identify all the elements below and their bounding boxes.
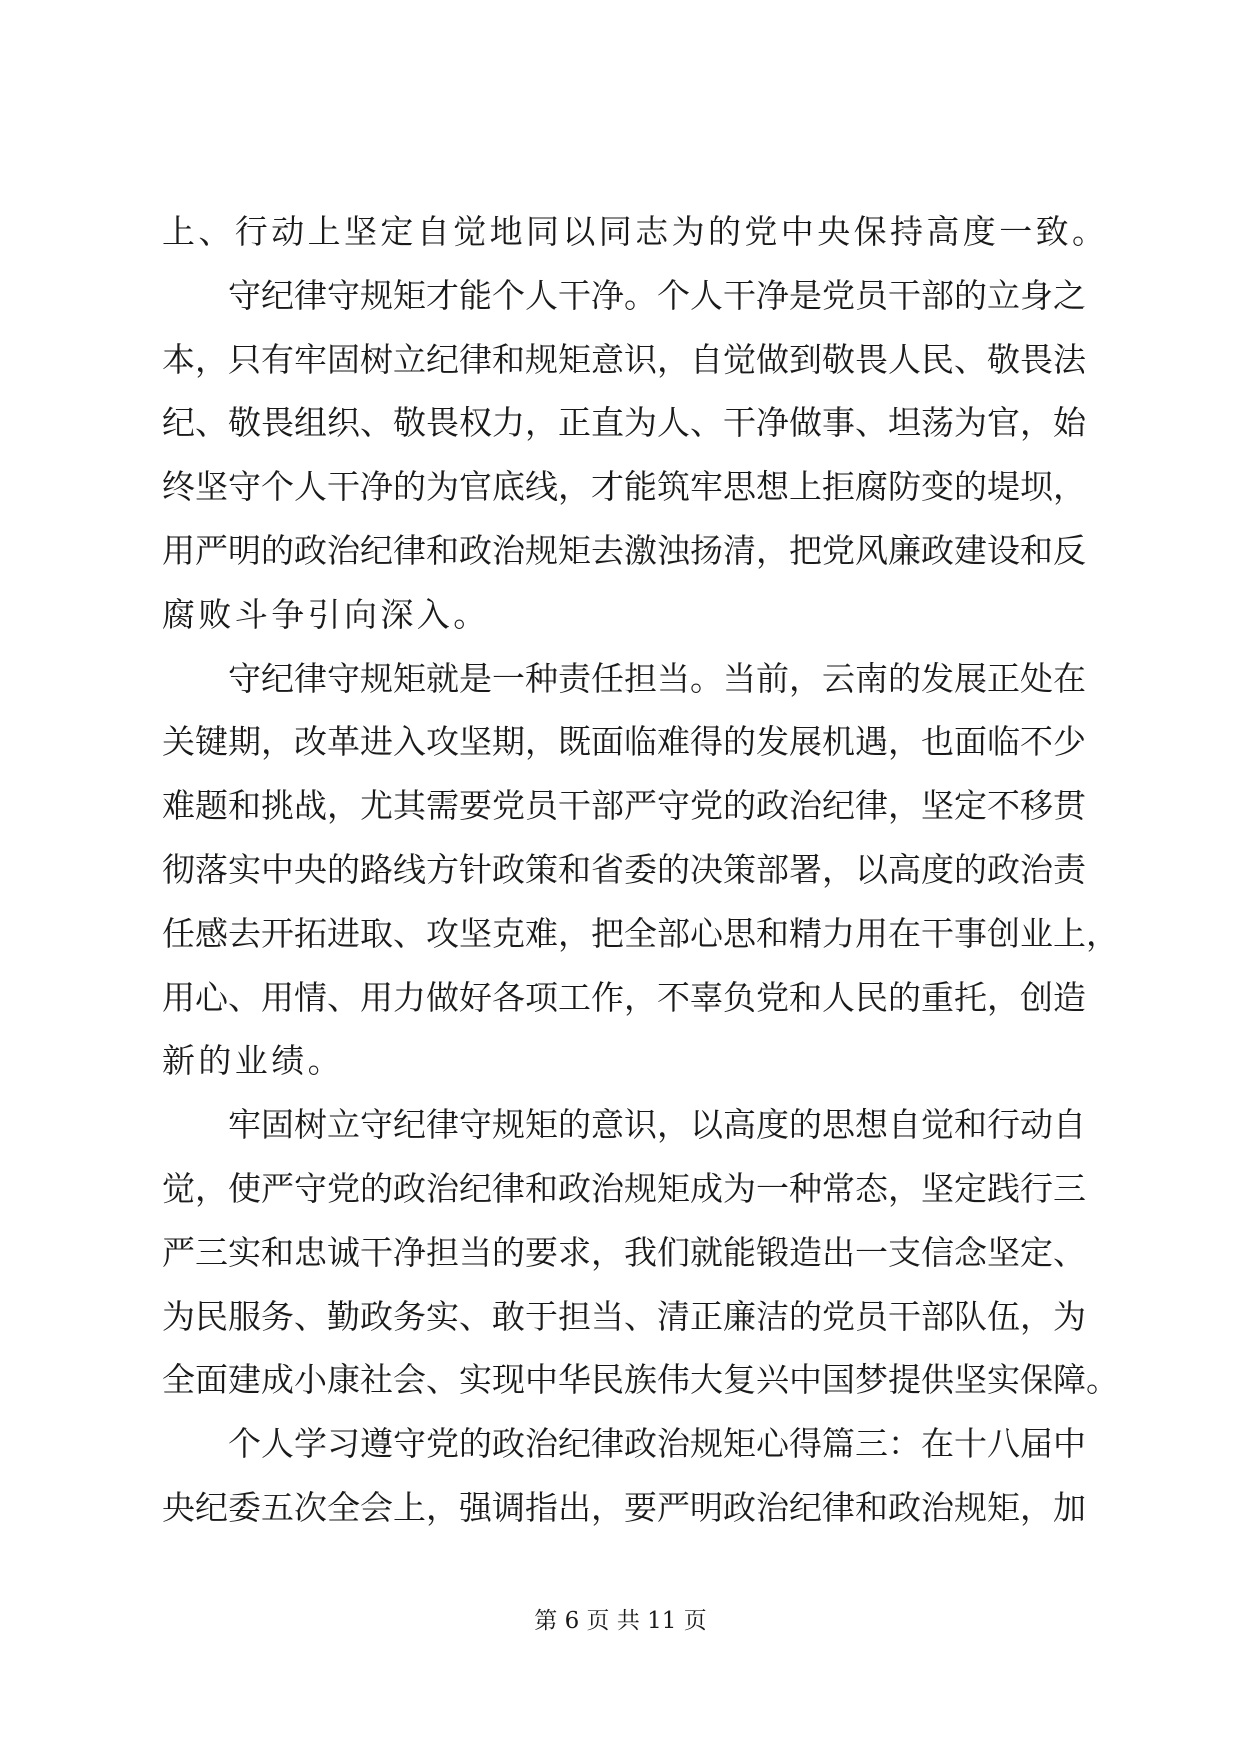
text-line: 守纪律守规矩才能个人干净。个人干净是党员干部的立身之 — [228, 275, 1086, 315]
text-line: 严三实和忠诚干净担当的要求，我们就能锻造出一支信念坚定、 — [162, 1232, 1086, 1272]
text-line: 上、行动上坚定自觉地同以同志为的党中央保持高度一致。 — [162, 212, 1109, 251]
text-line: 觉，使严守党的政治纪律和政治规矩成为一种常态，坚定践行三 — [162, 1168, 1086, 1208]
page-footer: 第 6 页 共 11 页 — [534, 1608, 707, 1634]
text-line: 全面建成小康社会、实现中华民族伟大复兴中国梦提供坚实保障。 — [162, 1360, 1119, 1400]
text-line: 终坚守个人干净的为官底线，才能筑牢思想上拒腐防变的堤坝， — [162, 467, 1086, 507]
text-line: 彻落实中央的路线方针政策和省委的决策部署，以高度的政治责 — [162, 849, 1086, 889]
text-line: 为民服务、勤政务实、敢于担当、清正廉洁的党员干部队伍，为 — [162, 1296, 1086, 1336]
document-body — [162, 200, 1119, 1540]
text-line: 牢固树立守纪律守规矩的意识，以高度的思想自觉和行动自 — [228, 1105, 1086, 1145]
text-line: 守纪律守规矩就是一种责任担当。当前，云南的发展正处在 — [228, 658, 1086, 698]
text-line: 腐败斗争引向深入。 — [162, 594, 490, 634]
text-line: 任感去开拓进取、攻坚克难，把全部心思和精力用在干事创业上， — [162, 913, 1119, 953]
text-line: 关键期，改革进入攻坚期，既面临难得的发展机遇，也面临不少 — [162, 722, 1086, 762]
text-line: 难题和挑战，尤其需要党员干部严守党的政治纪律，坚定不移贯 — [162, 786, 1086, 826]
text-line: 新的业绩。 — [162, 1041, 344, 1081]
text-line: 本，只有牢固树立纪律和规矩意识，自觉做到敬畏人民、敬畏法 — [162, 339, 1086, 379]
text-line: 用严明的政治纪律和政治规矩去激浊扬清，把党风廉政建设和反 — [162, 530, 1086, 570]
text-line: 个人学习遵守党的政治纪律政治规矩心得篇三：在十八届中 — [228, 1424, 1086, 1464]
text-line: 央纪委五次全会上，强调指出，要严明政治纪律和政治规矩，加 — [162, 1487, 1086, 1527]
text-line: 纪、敬畏组织、敬畏权力，正直为人、干净做事、坦荡为官，始 — [162, 403, 1086, 443]
text-line: 用心、用情、用力做好各项工作，不辜负党和人民的重托，创造 — [162, 977, 1086, 1017]
